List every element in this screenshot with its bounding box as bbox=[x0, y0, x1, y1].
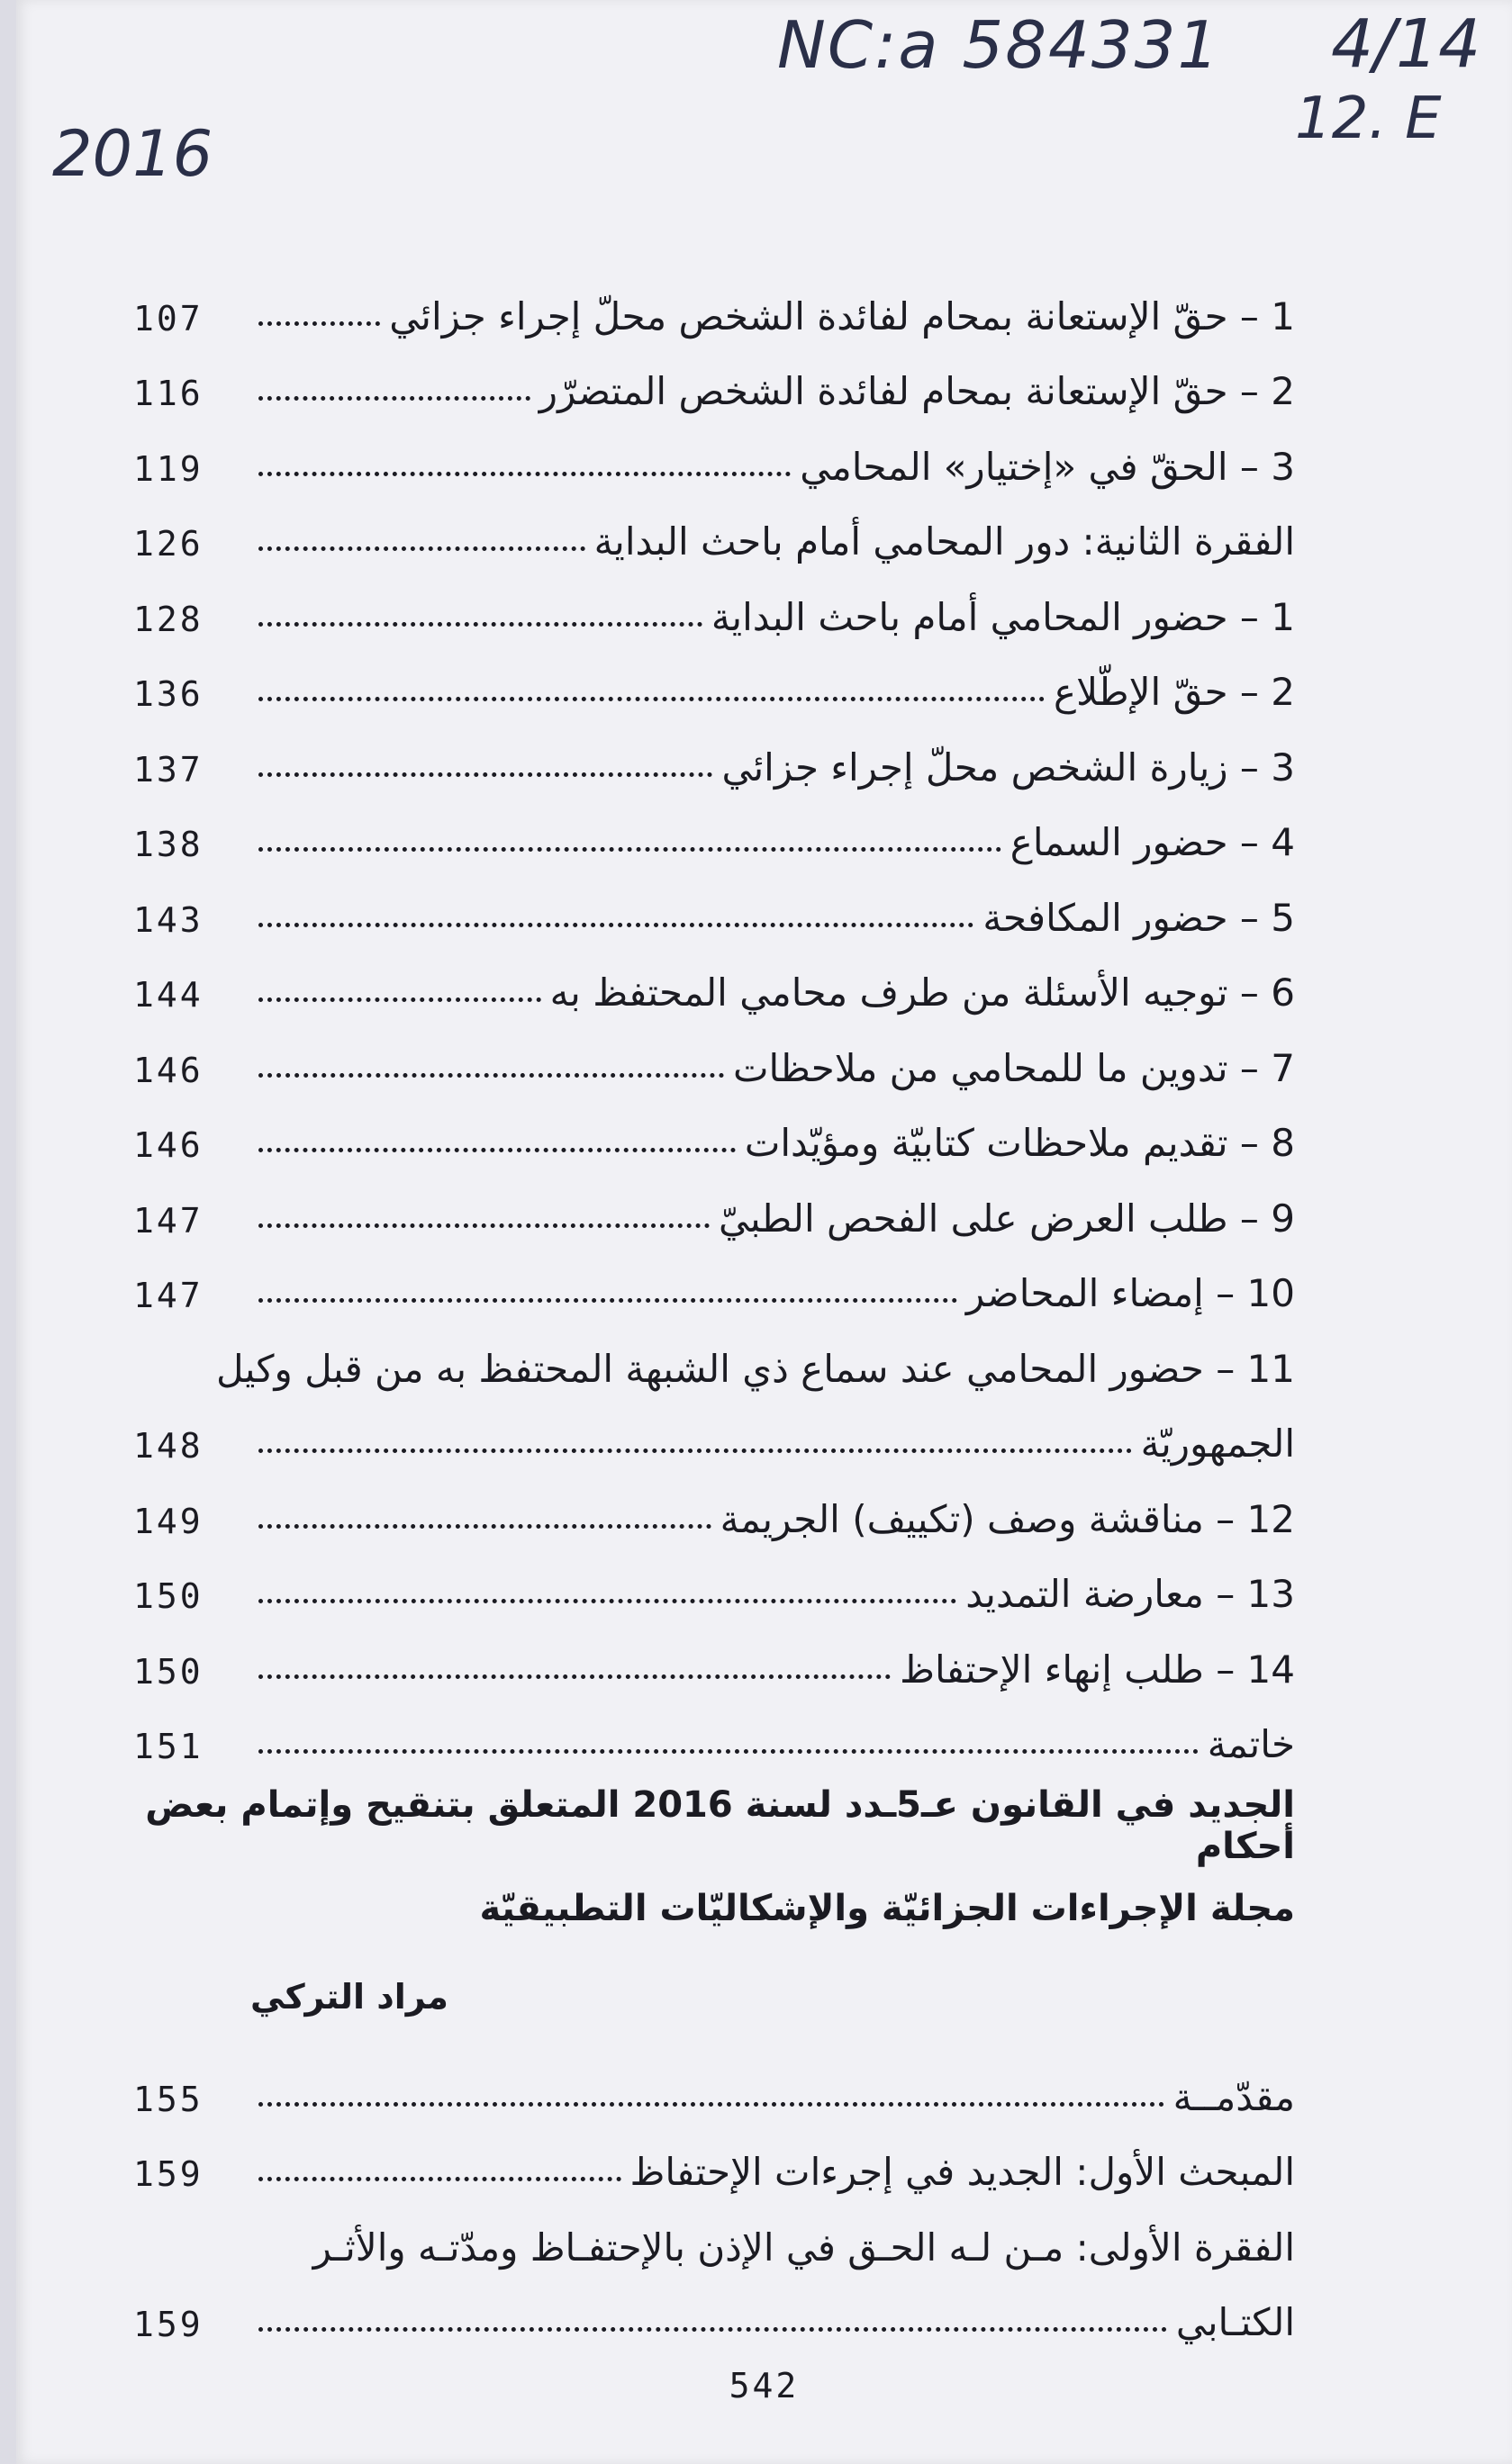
toc-group-top bbox=[133, 263, 1295, 1315]
toc-entry bbox=[133, 263, 1295, 338]
toc-entry-page: 116 bbox=[133, 374, 204, 413]
section-title-line2: مجلة الإجراءات الجزائيّة والإشكاليّات التطبيقيّة bbox=[479, 1888, 1295, 1929]
toc-entry bbox=[133, 1015, 1295, 1090]
toc-entry-page: 137 bbox=[133, 749, 204, 790]
toc-entry-page: 151 bbox=[133, 1727, 204, 1766]
leader-dots bbox=[258, 1148, 736, 1152]
toc-entry bbox=[133, 564, 1295, 639]
toc-entry-page: 143 bbox=[133, 899, 204, 940]
toc-entry bbox=[133, 413, 1295, 489]
toc-entry-page: 148 bbox=[133, 1426, 204, 1466]
toc-entry-title: 3 – زيارة الشخص محلّ إجراء جزائي bbox=[721, 745, 1295, 790]
toc-entry-title: 1 – حقّ الإستعانة بمحام لفائدة الشخص محلّ إجراء جزائي bbox=[389, 293, 1295, 338]
toc-entry-title: الجمهوريّة bbox=[1140, 1422, 1295, 1466]
table-of-contents bbox=[133, 263, 1295, 2344]
leader-dots bbox=[258, 1298, 957, 1303]
toc-entry bbox=[133, 2044, 1295, 2119]
section-title-line1: الجديد في القانون عـ5ـدد لسنة 2016 المتعلق بتنقيح وإتمام بعض أحكام bbox=[145, 1784, 1295, 1867]
toc-entry-page: 155 bbox=[133, 2079, 204, 2119]
toc-entry bbox=[133, 1165, 1295, 1241]
toc-entry-page: 107 bbox=[133, 298, 204, 338]
toc-entry-title: 13 – معارضة التمديد bbox=[965, 1572, 1295, 1616]
toc-entry-page: 149 bbox=[133, 1501, 204, 1541]
toc-entry-page: 150 bbox=[133, 1576, 204, 1616]
toc-entry bbox=[133, 1090, 1295, 1166]
leader-dots bbox=[258, 997, 541, 1002]
toc-entry-last-line2 bbox=[133, 2270, 1295, 2345]
handwritten-fraction: 4/14 bbox=[1331, 5, 1481, 83]
handwritten-year: 2016 bbox=[52, 117, 213, 191]
toc-entry bbox=[133, 940, 1295, 1015]
toc-entry-page: 150 bbox=[133, 1651, 204, 1692]
toc-entry-title: 10 – إمضاء المحاضر bbox=[965, 1271, 1295, 1315]
handwritten-catalog-code: NC:a 584331 bbox=[777, 7, 1221, 83]
toc-entry-title: خاتمة bbox=[1207, 1722, 1295, 1766]
handwritten-shelf-code: 12. E bbox=[1295, 86, 1442, 152]
leader-dots bbox=[258, 847, 1001, 852]
toc-entry bbox=[133, 1541, 1295, 1617]
toc-entry-page: 136 bbox=[133, 674, 204, 714]
toc-entry-11-line1 bbox=[133, 1315, 1295, 1391]
toc-entry-page: 147 bbox=[133, 1200, 204, 1241]
toc-entry bbox=[133, 1466, 1295, 1541]
toc-entry-last-line1 bbox=[133, 2194, 1295, 2270]
leader-dots bbox=[258, 546, 585, 551]
toc-entry-title: 7 – تدوين ما للمحامي من ملاحظات bbox=[733, 1045, 1295, 1090]
leader-dots bbox=[258, 1749, 1199, 1754]
toc-entry bbox=[133, 864, 1295, 940]
toc-entry-title: الكتـابي bbox=[1175, 2300, 1295, 2344]
leader-dots bbox=[258, 321, 380, 326]
toc-entry bbox=[133, 1241, 1295, 1316]
leader-dots bbox=[258, 1599, 956, 1603]
toc-entry-title: الفقرة الأولى: مـن لـه الحـق في الإذن بالإحتفـاظ ومدّتـه والأثـر bbox=[312, 2225, 1295, 2270]
toc-entry bbox=[133, 1692, 1295, 1767]
toc-entry-title: 4 – حضور السماع bbox=[1010, 820, 1295, 864]
section-author: مراد التركي bbox=[250, 1977, 448, 2017]
toc-entry-title: 2 – حقّ الإستعانة بمحام لفائدة الشخص المتضرّر bbox=[539, 369, 1295, 413]
toc-entry bbox=[133, 2119, 1295, 2195]
leader-dots bbox=[258, 1223, 710, 1228]
toc-entry bbox=[133, 338, 1295, 414]
toc-entry bbox=[133, 639, 1295, 715]
toc-entry-title: المبحث الأول: الجديد في إجرءات الإحتفاظ bbox=[629, 2150, 1295, 2194]
toc-entry-title: 14 – طلب إنهاء الإحتفاظ bbox=[900, 1647, 1295, 1692]
leader-dots bbox=[258, 396, 530, 401]
toc-entry-page: 138 bbox=[133, 825, 204, 864]
toc-entry-11-line2 bbox=[133, 1391, 1295, 1467]
leader-dots bbox=[258, 1524, 711, 1529]
toc-entry-title: مقدّمــة bbox=[1172, 2074, 1295, 2119]
toc-entry-page: 159 bbox=[133, 2305, 204, 2344]
toc-entry bbox=[133, 790, 1295, 865]
toc-entry-title: 2 – حقّ الإطّلاع bbox=[1054, 670, 1295, 714]
toc-entry-page: 159 bbox=[133, 2154, 204, 2194]
leader-dots bbox=[258, 923, 973, 927]
page-number: 542 bbox=[729, 2366, 800, 2405]
toc-entry-title: 9 – طلب العرض على الفحص الطبيّ bbox=[719, 1196, 1295, 1241]
toc-entry-title: 6 – توجيه الأسئلة من طرف محامي المحتفظ به bbox=[549, 970, 1295, 1015]
leader-dots bbox=[258, 2102, 1164, 2107]
leader-dots bbox=[258, 2177, 621, 2181]
toc-entry bbox=[133, 714, 1295, 790]
toc-entry-page: 119 bbox=[133, 448, 204, 489]
toc-entry-title: 12 – مناقشة وصف (تكييف) الجريمة bbox=[720, 1496, 1295, 1541]
toc-entry bbox=[133, 1616, 1295, 1692]
toc-entry-title: الفقرة الثانية: دور المحامي أمام باحث البداية bbox=[593, 519, 1295, 564]
toc-entry-title: 3 – الحقّ في «إختيار» المحامي bbox=[800, 444, 1295, 489]
leader-dots bbox=[258, 472, 791, 476]
toc-entry-page: 128 bbox=[133, 599, 204, 639]
leader-dots bbox=[258, 2327, 1167, 2332]
leader-dots bbox=[258, 622, 702, 627]
leader-dots bbox=[258, 1674, 891, 1679]
toc-entry-page: 144 bbox=[133, 975, 204, 1015]
toc-entry-title: 1 – حضور المحامي أمام باحث البداية bbox=[711, 594, 1295, 639]
leader-dots bbox=[258, 1449, 1132, 1453]
leader-dots bbox=[258, 1073, 724, 1078]
book-page bbox=[16, 0, 1512, 2464]
leader-dots bbox=[258, 772, 712, 777]
toc-entry-page: 146 bbox=[133, 1125, 204, 1165]
toc-entry bbox=[133, 489, 1295, 564]
toc-entry-title: 11 – حضور المحامي عند سماع ذي الشبهة المحتفظ به من قبل وكيل bbox=[216, 1346, 1295, 1391]
toc-entry-title: 8 – تقديم ملاحظات كتابيّة ومؤيّدات bbox=[744, 1121, 1295, 1165]
toc-entry-page: 126 bbox=[133, 524, 204, 564]
toc-entry-title: 5 – حضور المكافحة bbox=[982, 895, 1295, 940]
toc-entry-page: 146 bbox=[133, 1050, 204, 1090]
toc-entry-page: 147 bbox=[133, 1276, 204, 1315]
leader-dots bbox=[258, 697, 1045, 701]
